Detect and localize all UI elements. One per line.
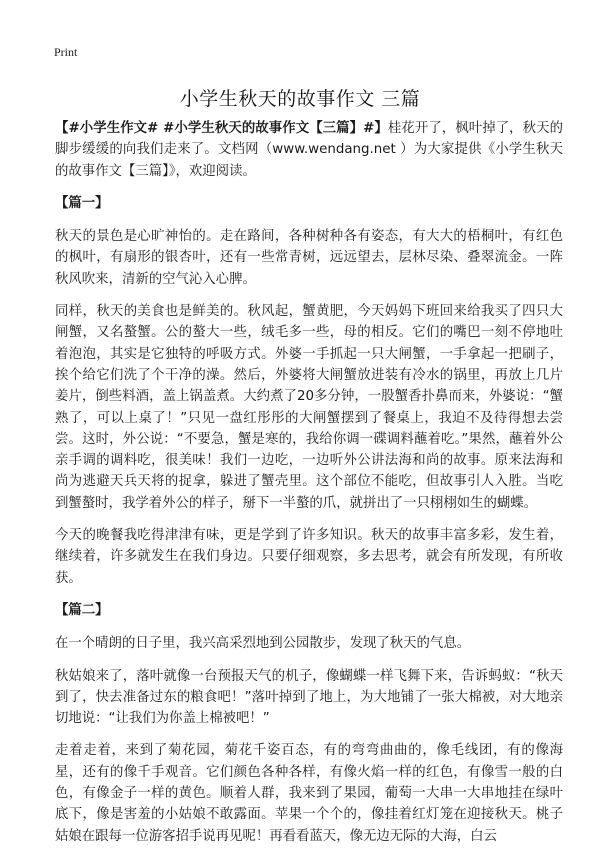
paragraph: 秋姑娘来了，落叶就像一台预报天气的机子，像蝴蝶一样飞舞下来，告诉蚂蚁：“秋天到了，快去准备过东的粮食吧！”落叶掉到了地上，为大地铺了一张大棉被，对大地亲切地说：“让我们为你盖上棉被吧！” [55, 668, 563, 727]
paragraph: 秋天的景色是心旷神怡的。走在路间，各种树种各有姿态，有大大的梧桐叶，有红色的枫叶，有扇形的银杏叶，还有一些常青树，远远望去，层林尽染、叠翠流金。一阵秋风吹来，清新的空气沁入心脾。 [55, 229, 563, 287]
section-heading-1: 【篇一】 [55, 195, 109, 211]
section-heading-2: 【篇二】 [55, 602, 109, 618]
document-body [55, 118, 563, 858]
paragraph: 今天的晚餐我吃得津津有味，更是学到了许多知识。秋天的故事丰富多彩，发生着，继续着，许多就发生在我们身边。只要仔细观察，多去思考，就会有所发现，有所收获。 [55, 528, 563, 586]
intro-tags: 【#小学生作文# #小学生秋天的故事作文【三篇】#】 [55, 121, 388, 136]
document-title: 小学生秋天的故事作文 三篇 [179, 88, 421, 110]
print-label[interactable]: Print [54, 45, 78, 59]
paragraph: 在一个晴朗的日子里，我兴高采烈地到公园散步，发现了秋天的气息。 [55, 636, 471, 652]
intro-paragraph [55, 118, 563, 182]
paragraph: 同样，秋天的美食也是鲜美的。秋风起，蟹黄肥，今天妈妈下班回来给我买了四只大闸蟹，又名螯蟹。公的螯大一些，绒毛多一些，母的相反。它们的嘴巴一刻不停地吐着泡泡，其实是它独特的呼吸方式。外婆一手抓起一只大闸蟹，一手拿起一把刷子，挨个给它们洗了个干净的澡。然后，外婆将大闸蟹放进装有冷水的锅里，再放上几片姜片，倒些料酒，盖上锅盖煮。大约煮了20多分钟，一股蟹香扑鼻而来，外婆说：“蟹熟了，可以上桌了！”只见一盘红彤彤的大闸蟹摆到了餐桌上，我迫不及待得想去尝尝。这时，外公说：“不要急，蟹是寒的，我给你调一碟调料蘸着吃。”果然，蘸着外公亲手调的调料吃，很美味！我们一边吃，一边听外公讲法海和尚的故事。原来法海和尚为逃避天兵天将的捉拿，躲进了蟹壳里。这个部位不能吃，但故事引人入胜。当吃到蟹螯时，我学着外公的样子，掰下一半螯的爪，就拼出了一只栩栩如生的蝴蝶。 [55, 304, 563, 511]
paragraph: 走着走着，来到了菊花园，菊花千姿百态，有的弯弯曲曲的，像毛线团，有的像海星，还有的像千手观音。它们颜色各种各样，有像火焰一样的红色，有像雪一般的白色，有像金子一样的黄色。顺着人群，我来到了果园，葡萄一大串一大串地挂在绿叶底下，像是害羞的小姑娘不敢露面。苹果一个个的，像挂着红灯笼在迎接秋天。桃子姑娘在跟每一位游客招手说再见呢！再看看蓝天，像无边无际的大海，白云 [55, 743, 563, 844]
intro-text: 桂花开了，枫叶掉了，秋天的脚步缓缓的向我们走来了。文档网（www.wendang.net ）为大家提供《小学生秋天的故事作文【三篇】》，欢迎阅读。 [55, 121, 563, 179]
